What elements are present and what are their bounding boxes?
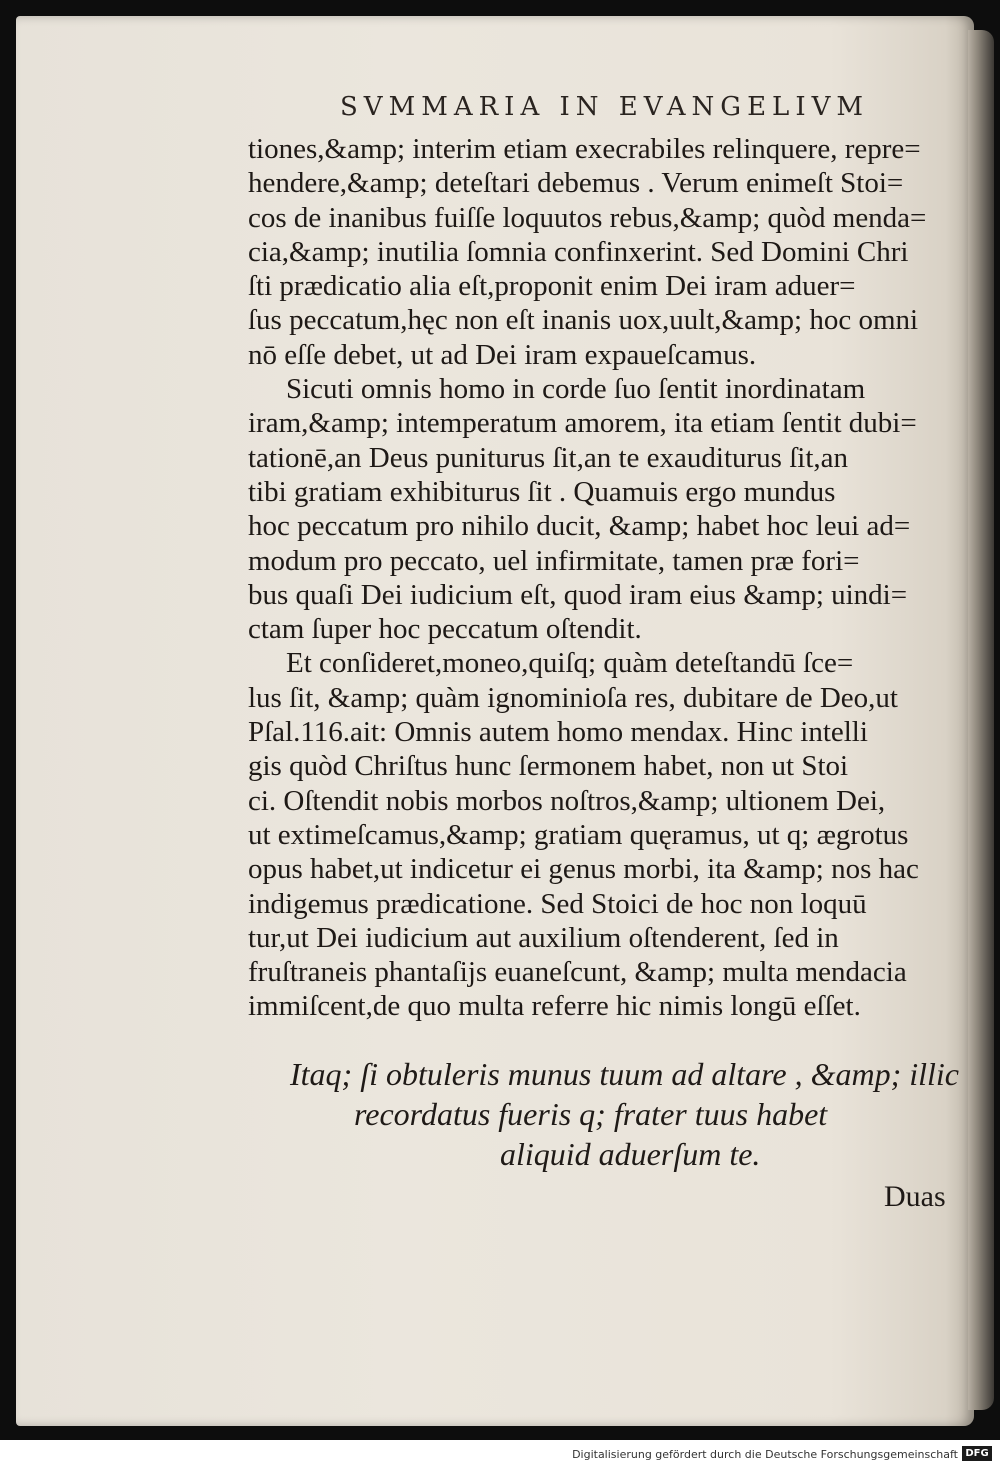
text-line: fruſtraneis phantaſijs euaneſcunt, &amp; multa mendacia xyxy=(248,956,907,989)
text-line: ut extimeſcamus,&amp; gratiam quęramus, ut q; ægrotus xyxy=(248,818,909,851)
text-line: opus habet,ut indicetur ei genus morbi, ita &amp; nos hac xyxy=(248,853,919,886)
text-line: Pſal.116.ait: Omnis autem homo mendax. Hinc intelli xyxy=(248,716,868,749)
text-line: gis quòd Chriſtus hunc ſermonem habet, non ut Stoi xyxy=(248,750,849,783)
text-line: ſus peccatum,hęc non eſt inanis uox,uult,&amp; hoc omni xyxy=(248,304,919,337)
text-line: iram,&amp; intemperatum amorem, ita etiam ſentit dubi= xyxy=(248,407,917,440)
text-line: hendere,&amp; deteſtari debemus . Verum enimeſt Stoi= xyxy=(248,167,904,200)
text-line: lus ſit, &amp; quàm ignominioſa res, dubitare de Deo,ut xyxy=(248,681,898,714)
text-line: cia,&amp; inutilia ſomnia confinxerint. Sed Domini Chri xyxy=(248,235,909,268)
scripture-line: Itaq; ſi obtuleris munus tuum ad altare , &amp; illic xyxy=(290,1056,959,1092)
text-line: ctam ſuper hoc peccatum oſtendit. xyxy=(248,613,642,646)
text-line: tiones,&amp; interim etiam execrabiles relinquere, repre= xyxy=(248,133,921,165)
catchword: Duas xyxy=(884,1180,946,1213)
text-line: modum pro peccato, uel infirmitate, tamen præ fori= xyxy=(248,544,860,577)
text-line: immiſcent,de quo multa referre hic nimis longū eſſet. xyxy=(248,990,861,1023)
text-line: indigemus prædicatione. Sed Stoici de hoc non loquū xyxy=(248,887,867,920)
text-line: nō eſſe debet, ut ad Dei iram expaueſcamus. xyxy=(248,338,757,371)
text-line: hoc peccatum pro nihilo ducit, &amp; habet hoc leui ad= xyxy=(248,510,911,543)
text-line: ci. Oſtendit nobis morbos noſtros,&amp; ultionem Dei, xyxy=(248,784,886,817)
text-line: tationē,an Deus puniturus ſit,an te exauditurus ſit,an xyxy=(248,441,849,474)
text-line: tibi gratiam exhibiturus ſit . Quamuis ergo mundus xyxy=(248,475,836,508)
funding-credit: Digitalisierung gefördert durch die Deutsche Forschungsgemeinschaft xyxy=(572,1448,958,1461)
text-line: cos de inanibus fuiſſe loquutos rebus,&amp; quòd menda= xyxy=(248,201,927,234)
scripture-quote xyxy=(290,1054,959,1174)
running-head: SVMMARIA IN EVANGELIVM xyxy=(340,92,869,122)
scripture-line: recordatus fueris q; frater tuus habet xyxy=(354,1096,828,1132)
body-text xyxy=(248,132,968,1024)
scripture-line: aliquid aduerſum te. xyxy=(500,1136,761,1172)
text-line: Et conſideret,moneo,quiſq; quàm deteſtandū ſce= xyxy=(286,647,854,680)
text-line: Sicuti omnis homo in corde ſuo ſentit inordinatam xyxy=(286,373,866,406)
text-line: bus quaſi Dei iudicium eſt, quod iram eius &amp; uindi= xyxy=(248,578,908,611)
text-line: ſti prædicatio alia eſt,proponit enim Dei iram aduer= xyxy=(248,270,856,303)
page-edge xyxy=(968,30,994,1410)
dfg-logo-icon: DFG xyxy=(962,1446,992,1461)
text-line: tur,ut Dei iudicium aut auxilium oſtenderent, ſed in xyxy=(248,921,839,954)
